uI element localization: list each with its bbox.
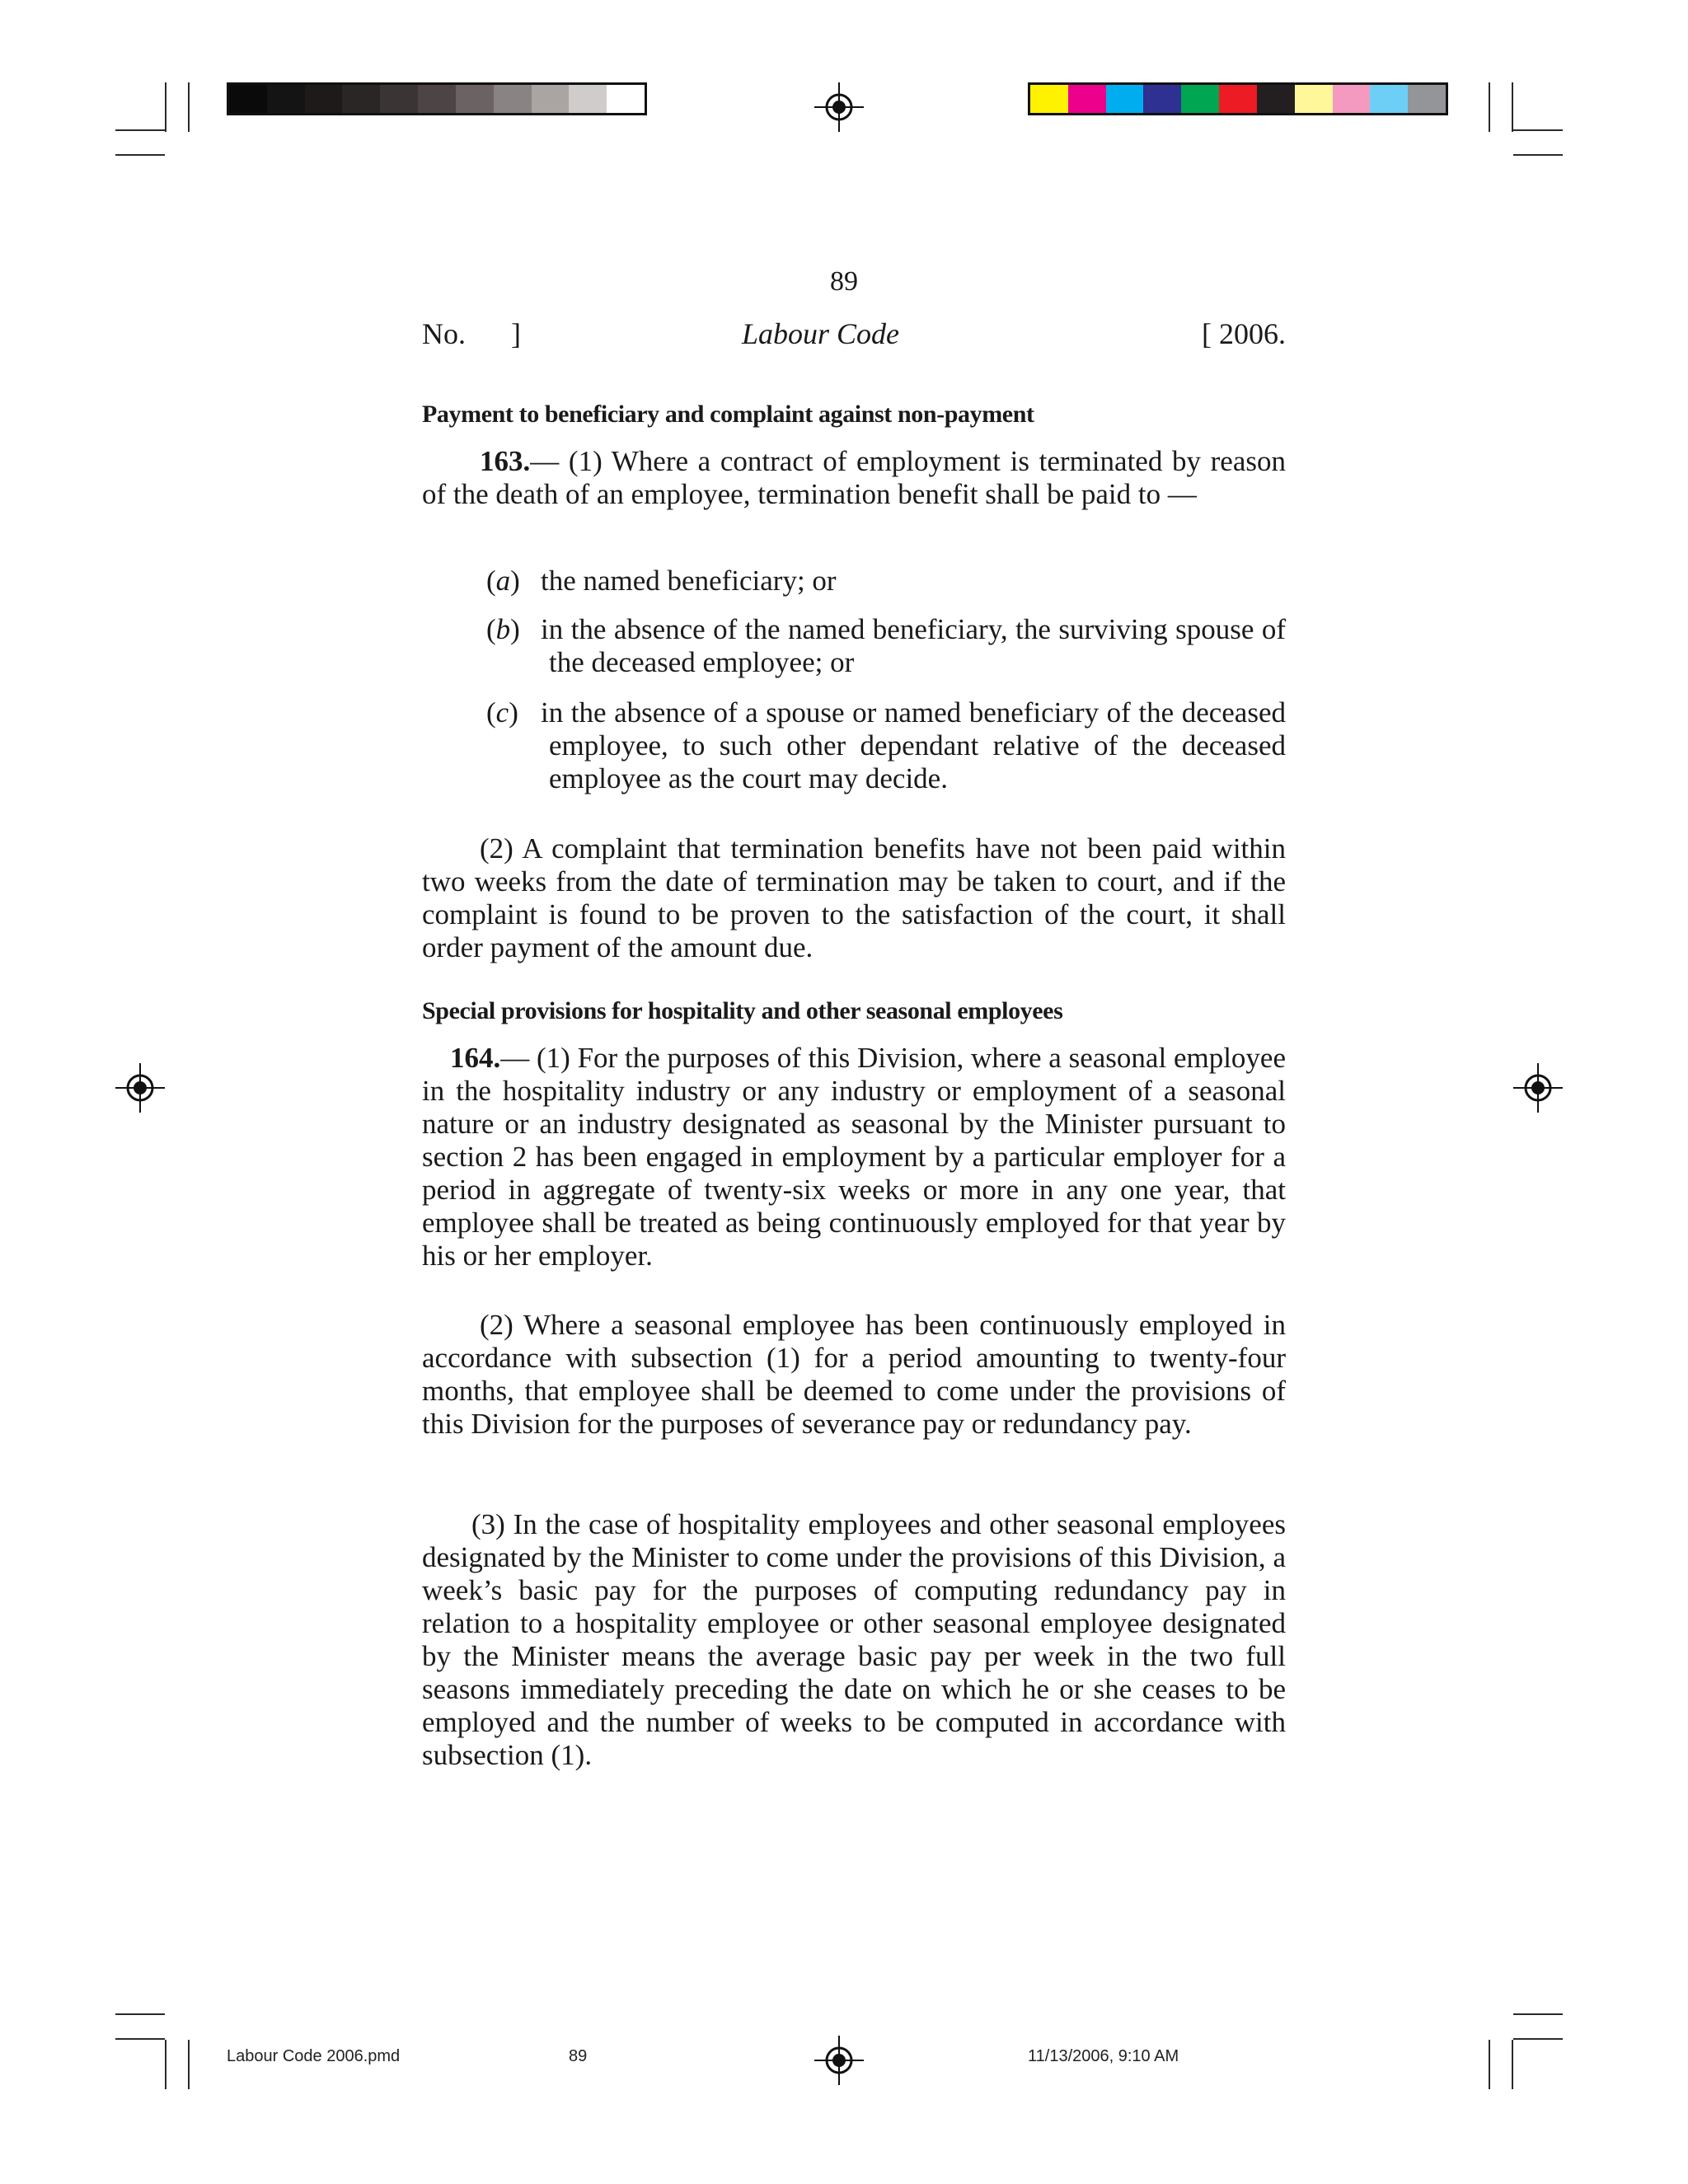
crop-mark: [1489, 82, 1490, 132]
crop-mark: [188, 82, 190, 132]
list-item-text: the named beneficiary; or: [541, 565, 837, 597]
crop-mark: [1489, 2040, 1490, 2089]
color-swatch: [1333, 85, 1371, 113]
crop-mark: [1513, 2038, 1563, 2040]
slug-file-name: Labour Code 2006.pmd: [227, 2047, 401, 2065]
color-swatch: [1295, 85, 1333, 113]
section-164-subsection-1: [422, 1042, 1286, 1272]
color-swatch: [1068, 85, 1106, 113]
section-subsection-text: — (1) For the purposes of this Division, where a seasonal employee in the hospitality industry or any industry or employment of a seasonal nature or an industry designated as seasonal by the Minister pursuant to section 2 has been engaged in employment by a particular employer for a period in aggregate of twenty-six weeks or more in any one year, that employee shall be treated as being continuously employed for that year by his or her employer.: [422, 1042, 1286, 1272]
grayscale-calibration-bar: [227, 82, 647, 115]
color-calibration-bar: [1028, 82, 1448, 115]
crop-mark: [115, 154, 165, 156]
crop-mark: [115, 2038, 165, 2040]
crop-mark: [1512, 2040, 1513, 2089]
running-head-bracket: ]: [511, 317, 521, 350]
list-item-text: in the absence of the named beneficiary, the surviving spouse of the deceased employee; or: [541, 613, 1286, 678]
color-swatch: [456, 85, 494, 113]
color-swatch: [494, 85, 532, 113]
running-head-year: [ 2006.: [1202, 317, 1286, 350]
crop-mark: [1513, 154, 1563, 156]
slug-page-number: 89: [569, 2047, 588, 2065]
color-swatch: [607, 85, 645, 113]
registration-target-icon: [814, 82, 864, 132]
crop-mark: [165, 82, 166, 132]
color-swatch: [1143, 85, 1181, 113]
color-swatch: [418, 85, 456, 113]
color-swatch: [1181, 85, 1219, 113]
color-swatch: [1030, 85, 1068, 113]
registration-target-icon: [814, 2036, 864, 2085]
list-item-label: (b): [486, 613, 520, 645]
section-164-subsection-2: (2) Where a seasonal employee has been continuously employed in accordance with subsection (1) for a period amounting to twenty-four months, that employee shall be deemed to come under the provisions of this Division for the purposes of severance pay or redundancy pay.: [422, 1309, 1286, 1440]
list-item: [486, 565, 1286, 598]
section-number: 163.: [480, 445, 531, 477]
section-intro-text: — (1) Where a contract of employment is terminated by reason of the death of an employee, termination benefit shall be paid to —: [422, 445, 1286, 510]
crop-mark: [115, 2013, 165, 2015]
color-swatch: [1408, 85, 1446, 113]
crop-mark: [1513, 129, 1563, 131]
section-164-subsection-3: (3) In the case of hospitality employees and other seasonal employees designated by the Minister to come under the provisions of this Division, a week’s basic pay for the purposes of computing redundancy pay in relation to a hospitality employee or other seasonal employee designated by the Minister means the average basic pay per week in the two full seasons immediately preceding the date on which he or she ceases to be employed and the number of weeks to be computed in accordance with subsection (1).: [422, 1508, 1286, 1771]
section-heading: Special provisions for hospitality and other seasonal employees: [422, 997, 1063, 1024]
list-item-label: (a): [486, 565, 520, 597]
section-heading: Payment to beneficiary and complaint against non-payment: [422, 401, 1034, 428]
crop-mark: [188, 2040, 190, 2089]
crop-mark: [1512, 82, 1513, 132]
color-swatch: [342, 85, 380, 113]
slug-timestamp: 11/13/2006, 9:10 AM: [1028, 2047, 1179, 2065]
registration-target-icon: [1513, 1063, 1563, 1113]
page-number: 89: [830, 266, 858, 297]
color-swatch: [532, 85, 570, 113]
running-head-number: No.: [422, 317, 466, 350]
running-head: [422, 316, 1286, 358]
section-number: 164.: [450, 1042, 501, 1074]
list-item-label: (c): [486, 696, 518, 729]
crop-mark: [165, 2040, 166, 2089]
section-163-subsection-1: [422, 445, 1286, 511]
list-item: [486, 613, 1286, 679]
registration-target-icon: [115, 1063, 165, 1113]
color-swatch: [380, 85, 418, 113]
color-swatch: [1219, 85, 1257, 113]
list-item-text: in the absence of a spouse or named beneficiary of the deceased employee, to such other dependant relative of the deceased employee as the court may decide.: [541, 696, 1286, 794]
color-swatch: [305, 85, 343, 113]
list-item: [486, 696, 1286, 795]
section-163-subsection-2: (2) A complaint that termination benefits have not been paid within two weeks from the date of termination may be taken to court, and if the complaint is found to be proven to the satisfaction of the court, it shall order payment of the amount due.: [422, 832, 1286, 963]
color-swatch: [1106, 85, 1144, 113]
color-swatch: [1370, 85, 1408, 113]
color-swatch: [229, 85, 267, 113]
color-swatch: [1257, 85, 1295, 113]
color-swatch: [569, 85, 607, 113]
crop-mark: [115, 129, 165, 131]
crop-mark: [1513, 2013, 1563, 2015]
color-swatch: [267, 85, 305, 113]
running-head-title: Labour Code: [742, 317, 900, 350]
